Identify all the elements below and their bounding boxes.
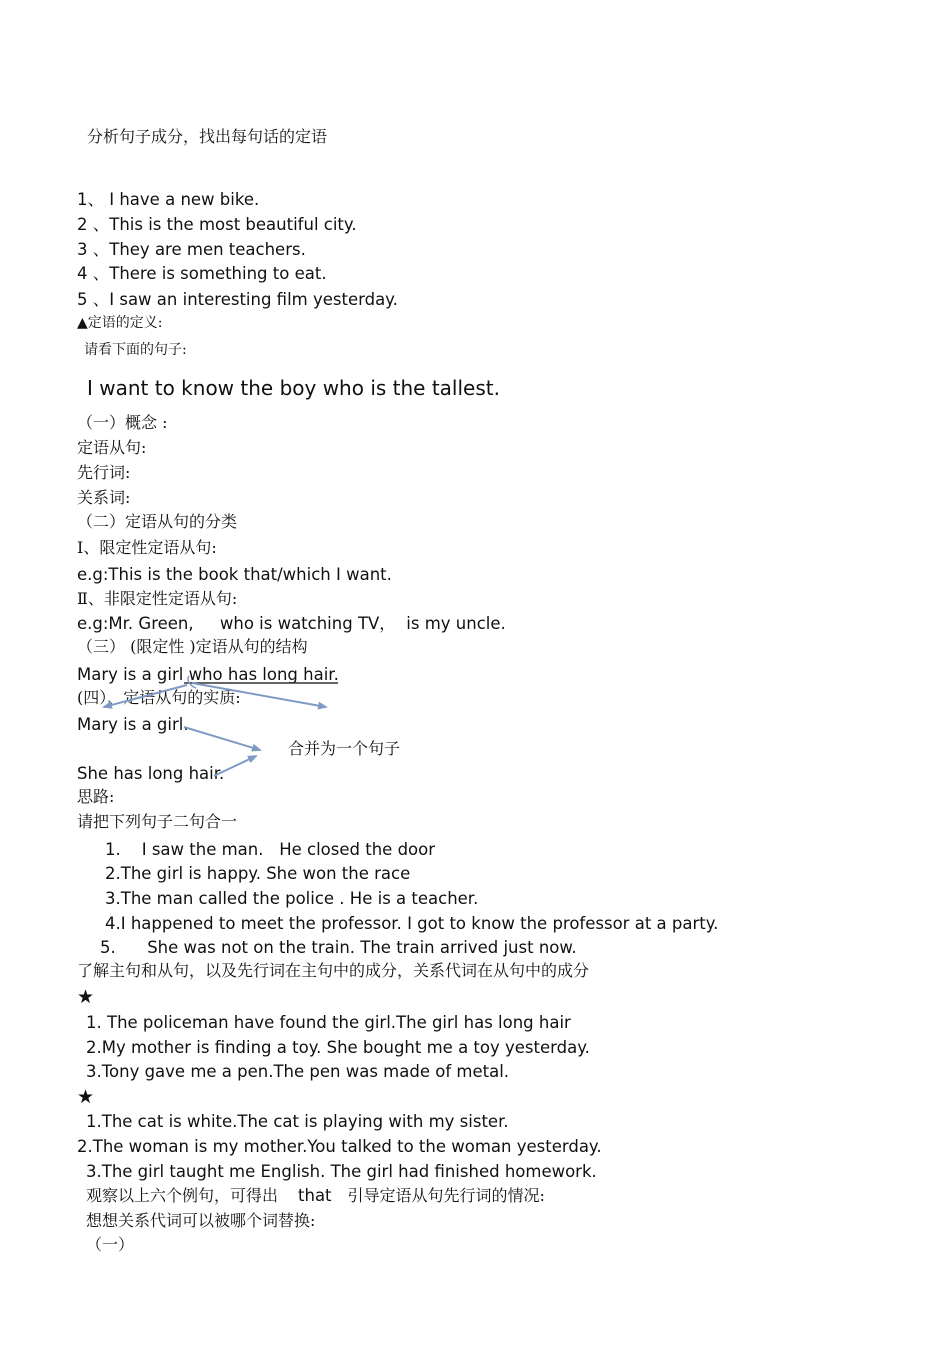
definition-heading: ▲定语的定义: (77, 315, 163, 331)
group1-item: 2.My mother is finding a toy. She bought me a toy yesterday. (86, 1038, 590, 1057)
look-prompt: 请看下面的句子: (84, 342, 187, 358)
clause-arrow (192, 683, 326, 707)
combine-item: 2.The girl is happy. She won the race (105, 864, 411, 883)
combine-item: 3.The man called the police . He is a teacher. (105, 889, 479, 908)
structure-example: Mary is a girl who has long hair. (77, 665, 339, 684)
restrictive-label: Ⅰ、限定性定语从句: (77, 538, 217, 557)
star-icon: ★ (77, 1086, 95, 1108)
exercise-item: 5 、I saw an interesting film yesterday. (77, 290, 398, 309)
combine-prompt: 请把下列句子二句合一 (77, 812, 238, 831)
star-icon: ★ (77, 986, 95, 1008)
replace-question: 想想关系代词可以被哪个词替换: (86, 1211, 316, 1230)
essence-heading: (四）、定语从句的实质: (77, 688, 241, 707)
classification-heading: （二）定语从句的分类 (77, 512, 238, 531)
nonrestrictive-label: Ⅱ、非限定性定语从句: (77, 589, 238, 608)
last-heading: （一） (86, 1235, 135, 1254)
antecedent-arrow (104, 685, 187, 707)
group1-item: 1. The policeman have found the girl.The girl has long hair (86, 1013, 571, 1032)
understand-note: 了解主句和从句，以及先行词在主句中的成分，关系代词在从句中的成分 (77, 961, 590, 980)
combine-item: 1. I saw the man. He closed the door (105, 840, 436, 859)
merge-arrow-bottom (214, 756, 256, 776)
exercise-item: 1、 I have a new bike. (77, 190, 260, 209)
restrictive-example: e.g:This is the book that/which I want. (77, 565, 392, 584)
concept-item: 先行词: (77, 463, 131, 482)
group2-item: 3.The girl taught me English. The girl had finished homework. (86, 1162, 597, 1181)
concept-item: 关系词: (77, 488, 131, 507)
nonrestrictive-example: e.g:Mr. Green, who is watching TV， is my uncle. (77, 614, 506, 633)
merge-label: 合并为一个句子 (288, 739, 401, 758)
observe-prefix: 观察以上六个例句，可得出 (86, 1186, 279, 1205)
page-title: 分析句子成分，找出每句话的定语 (87, 127, 328, 146)
group1-item: 3.Tony gave me a pen.The pen was made of metal. (86, 1062, 510, 1081)
essence-sentence-a: Mary is a girl. (77, 715, 189, 734)
merge-arrow-top (184, 727, 260, 750)
clause-curve (188, 676, 196, 688)
example-sentence: I want to know the boy who is the tallest. (87, 376, 500, 400)
observe-suffix: 引导定语从句先行词的情况: (347, 1186, 545, 1205)
structure-heading: （三） (限定性 )定语从句的结构 (77, 637, 308, 656)
observe-that: that (298, 1186, 332, 1205)
group2-item: 2.The woman is my mother.You talked to the woman yesterday. (77, 1137, 602, 1156)
concept-item: 定语从句: (77, 438, 147, 457)
exercise-item: 4 、There is something to eat. (77, 264, 327, 283)
exercise-item: 2 、This is the most beautiful city. (77, 215, 357, 234)
combine-item: 5. She was not on the train. The train arrived just now. (100, 938, 577, 957)
group2-item: 1.The cat is white.The cat is playing with my sister. (86, 1112, 509, 1131)
essence-sentence-b: She has long hair. (77, 764, 225, 783)
exercise-item: 3 、They are men teachers. (77, 240, 306, 259)
combine-item: 4.I happened to meet the professor. I got to know the professor at a party. (105, 914, 719, 933)
concept-heading: （一）概念 : (77, 413, 168, 432)
observe-line (86, 1186, 545, 1206)
thinking-label: 思路: (77, 787, 115, 806)
